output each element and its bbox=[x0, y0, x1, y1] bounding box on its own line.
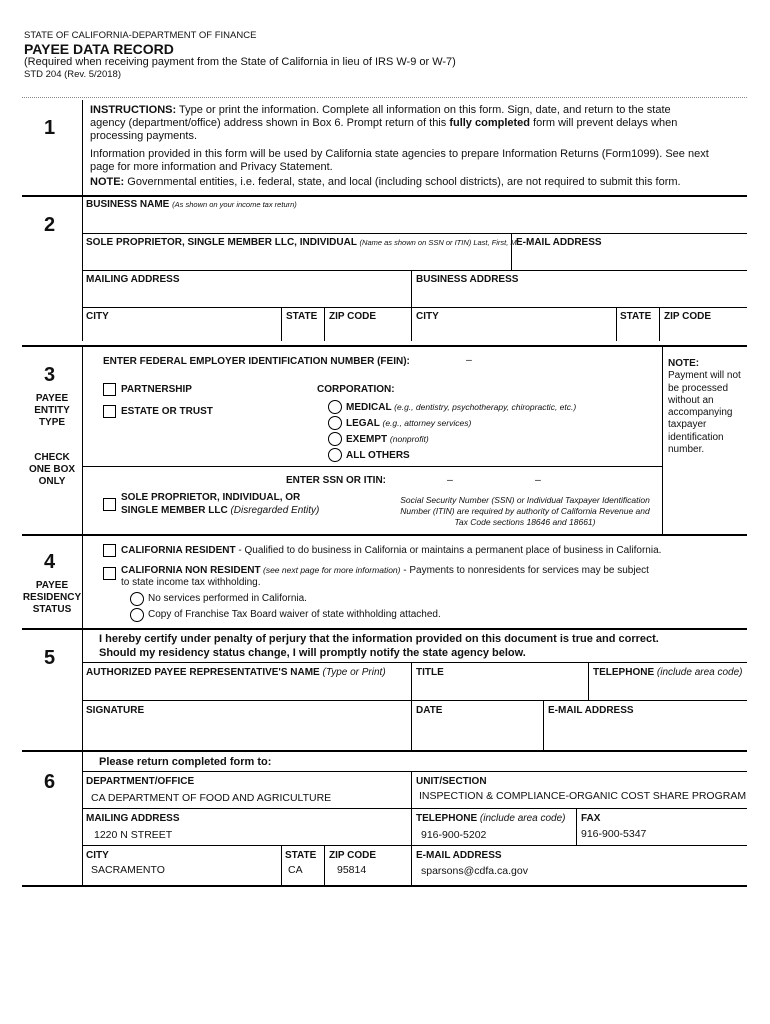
date-email-divider bbox=[543, 700, 544, 750]
section-3-number: 3 bbox=[44, 364, 56, 386]
city-state-divider bbox=[281, 307, 282, 341]
mailing-row-line bbox=[82, 808, 747, 809]
return-city-state-divider bbox=[281, 845, 282, 885]
all-others-radio[interactable] bbox=[328, 448, 342, 462]
section-2-number: 2 bbox=[44, 214, 56, 236]
business-name-label: BUSINESS NAME (As shown on your income tax return) bbox=[86, 199, 297, 210]
estate-trust-checkbox[interactable] bbox=[103, 405, 116, 418]
dept-value: CA DEPARTMENT OF FOOD AND AGRICULTURE bbox=[91, 792, 332, 804]
no-services-label: No services performed in California. bbox=[148, 593, 307, 604]
section-5-number: 5 bbox=[44, 647, 56, 669]
agency-name: STATE OF CALIFORNIA-DEPARTMENT OF FINANCE bbox=[24, 30, 257, 41]
form-number: STD 204 (Rev. 5/2018) bbox=[24, 69, 121, 80]
section-1-number: 1 bbox=[44, 117, 56, 139]
ca-nonresident-text2: to state income tax withholding. bbox=[121, 577, 261, 588]
medical-label: MEDICAL (e.g., dentistry, psychotherapy, chiropractic, etc.) bbox=[346, 402, 577, 413]
legal-label: LEGAL (e.g., attorney services) bbox=[346, 418, 472, 429]
ssn-label: ENTER SSN OR ITIN: bbox=[286, 475, 387, 486]
form-bottom-border bbox=[22, 885, 747, 887]
ssn-row-line bbox=[82, 466, 662, 467]
return-city-label: CITY bbox=[86, 850, 109, 861]
fein-dash: – bbox=[466, 354, 472, 366]
return-email-label: E-MAIL ADDRESS bbox=[416, 850, 502, 861]
date-field[interactable] bbox=[416, 718, 538, 746]
return-mailing-label: MAILING ADDRESS bbox=[86, 813, 180, 824]
row-line-3 bbox=[82, 307, 747, 308]
rep-name-field[interactable] bbox=[86, 680, 406, 698]
ca-nonresident-hint: (see next page for more information) bbox=[260, 565, 401, 575]
return-email-value: sparsons@cdfa.ca.gov bbox=[421, 865, 528, 877]
payee-residency-status-label: PAYEE RESIDENCY STATUS bbox=[22, 580, 82, 615]
exempt-hint: (nonprofit) bbox=[389, 434, 429, 444]
all-others-label: ALL OTHERS bbox=[346, 450, 410, 461]
info-line2: page for more information and Privacy Statement. bbox=[90, 161, 333, 173]
legal-radio[interactable] bbox=[328, 416, 342, 430]
sole-prop-checkbox[interactable] bbox=[103, 498, 116, 511]
section-divider-5-6 bbox=[22, 750, 747, 752]
section-divider-1-2 bbox=[22, 195, 747, 197]
mailing-address-field[interactable] bbox=[86, 287, 406, 305]
signature-field[interactable] bbox=[86, 718, 406, 746]
ssn-note: Social Security Number (SSN) or Individual Taxpayer Identification Number (ITIN) are required by authority of California Revenue and Tax Code sections 18646 and 18661) bbox=[400, 495, 650, 527]
dept-label: DEPARTMENT/OFFICE bbox=[86, 776, 195, 787]
corporation-label: CORPORATION: bbox=[317, 384, 395, 395]
signature-label: SIGNATURE bbox=[86, 705, 145, 716]
rep-telephone-hint: (include area code) bbox=[654, 667, 743, 678]
business-address-field[interactable] bbox=[416, 287, 741, 305]
ca-nonresident-checkbox[interactable] bbox=[103, 567, 116, 580]
sole-prop-entity-hint: (Disregarded Entity) bbox=[230, 505, 320, 516]
section-divider-3-4 bbox=[22, 534, 747, 536]
row-line-1 bbox=[82, 233, 747, 234]
medical-hint: (e.g., dentistry, psychotherapy, chiropractic, etc.) bbox=[394, 402, 577, 412]
section-1-divider bbox=[82, 100, 83, 196]
business-zip-label: ZIP CODE bbox=[664, 311, 712, 322]
section-divider-2-3 bbox=[22, 345, 747, 347]
partnership-label: PARTNERSHIP bbox=[121, 384, 192, 395]
rep-email-label: E-MAIL ADDRESS bbox=[548, 705, 634, 716]
city-label: CITY bbox=[86, 311, 109, 322]
ca-nonresident-label: CALIFORNIA NON RESIDENT (see next page for more information) - Payments to nonresidents for services may be subject bbox=[121, 565, 649, 576]
section-4-divider bbox=[82, 536, 83, 631]
info-line1: Information provided in this form will be used by California state agencies to prepare Information Returns (Form1099). See next bbox=[90, 148, 709, 160]
state-label: STATE bbox=[286, 311, 318, 322]
unit-label: UNIT/SECTION bbox=[416, 776, 487, 787]
instructions-label: INSTRUCTIONS: bbox=[90, 104, 177, 116]
section-2-divider bbox=[82, 196, 83, 341]
unit-value: INSPECTION & COMPLIANCE-ORGANIC COST SHARE PROGRAM bbox=[419, 790, 747, 802]
ca-resident-checkbox[interactable] bbox=[103, 544, 116, 557]
rep-title-field[interactable] bbox=[416, 680, 584, 698]
dept-row-line bbox=[82, 771, 747, 772]
mailing-address-label: MAILING ADDRESS bbox=[86, 274, 180, 285]
business-state-label: STATE bbox=[620, 311, 652, 322]
rep-name-hint: (Type or Print) bbox=[319, 667, 386, 678]
signature-row-line bbox=[82, 700, 747, 701]
note-text: Governmental entities, i.e. federal, state, and local (including school districts), are not required to submit this form. bbox=[127, 176, 681, 188]
section-5-divider bbox=[82, 630, 83, 750]
rep-telephone-divider bbox=[588, 662, 589, 700]
return-telephone-label: TELEPHONE (include area code) bbox=[416, 813, 566, 824]
partnership-checkbox[interactable] bbox=[103, 383, 116, 396]
email-label: E-MAIL ADDRESS bbox=[516, 237, 602, 248]
telephone-fax-divider bbox=[576, 808, 577, 845]
sole-prop-name-field[interactable] bbox=[86, 250, 506, 268]
return-state-label: STATE bbox=[285, 850, 317, 861]
certify-line1: I hereby certify under penalty of perjury that the information provided on this document is true and correct. bbox=[99, 633, 659, 645]
state-zip-divider bbox=[324, 307, 325, 341]
row-line-2 bbox=[82, 270, 747, 271]
ssn-dash-2: – bbox=[535, 474, 541, 486]
instructions-line2a: agency (department/office) address shown in Box 6. Prompt return of this bbox=[90, 117, 450, 129]
return-zip-label: ZIP CODE bbox=[329, 850, 377, 861]
business-address-label: BUSINESS ADDRESS bbox=[416, 274, 519, 285]
payee-entity-type-label: PAYEE ENTITY TYPE bbox=[34, 393, 70, 428]
return-zip-value: 95814 bbox=[337, 864, 367, 876]
entity-note-label: NOTE: bbox=[668, 358, 700, 369]
instructions-line2b: form will prevent delays when bbox=[530, 117, 678, 129]
email-divider bbox=[511, 233, 512, 270]
ssn-dash-1: – bbox=[447, 474, 453, 486]
sole-prop-entity-line2: SINGLE MEMBER LLC (Disregarded Entity) bbox=[121, 505, 320, 516]
section-6-number: 6 bbox=[44, 771, 56, 793]
instructions-line1: Type or print the information. Complete all information on this form. Sign, date, and return to the state bbox=[179, 104, 671, 116]
sole-prop-entity-line1: SOLE PROPRIETOR, INDIVIDUAL, OR bbox=[121, 492, 301, 503]
fax-value: 916-900-5347 bbox=[581, 828, 647, 840]
rep-name-label: AUTHORIZED PAYEE REPRESENTATIVE'S NAME (Type or Print) bbox=[86, 667, 386, 678]
instructions-line3: processing payments. bbox=[90, 130, 197, 142]
ca-resident-text: - Qualified to do business in California or maintains a permanent place of business in California. bbox=[235, 545, 662, 556]
rep-email-field[interactable] bbox=[548, 718, 743, 746]
fax-label: FAX bbox=[581, 813, 601, 824]
ssn-field[interactable] bbox=[396, 472, 656, 488]
header-divider bbox=[22, 97, 747, 98]
section-4-number: 4 bbox=[44, 551, 56, 573]
rep-title-divider bbox=[411, 662, 412, 750]
return-city-row-line bbox=[82, 845, 747, 846]
address-divider bbox=[411, 270, 412, 341]
waiver-radio[interactable] bbox=[130, 608, 144, 622]
form-title: PAYEE DATA RECORD bbox=[24, 41, 174, 57]
return-city-value: SACRAMENTO bbox=[91, 864, 165, 876]
email-field[interactable] bbox=[516, 250, 741, 268]
rep-telephone-label: TELEPHONE (include area code) bbox=[593, 667, 743, 678]
date-label: DATE bbox=[416, 705, 443, 716]
ca-resident-label: CALIFORNIA RESIDENT - Qualified to do business in California or maintains a permanent place of business in California. bbox=[121, 545, 662, 556]
business-name-field[interactable] bbox=[86, 212, 741, 232]
rep-telephone-field[interactable] bbox=[593, 680, 743, 698]
return-state-zip-divider bbox=[324, 845, 325, 885]
sole-prop-name-hint: (Name as shown on SSN or ITIN) Last, First, MI bbox=[359, 238, 519, 247]
business-city-state-divider bbox=[616, 307, 617, 341]
medical-radio[interactable] bbox=[328, 400, 342, 414]
rep-title-label: TITLE bbox=[416, 667, 444, 678]
ca-nonresident-text: - Payments to nonresidents for services may be subject bbox=[400, 565, 649, 576]
estate-trust-label: ESTATE OR TRUST bbox=[121, 406, 213, 417]
exempt-label: EXEMPT (nonprofit) bbox=[346, 434, 429, 445]
entity-note: NOTE: Payment will not be processed without an accompanying taxpayer identification number. bbox=[668, 358, 741, 456]
waiver-label: Copy of Franchise Tax Board waiver of state withholding attached. bbox=[148, 609, 441, 620]
section-3-divider bbox=[82, 347, 83, 534]
fein-label: ENTER FEDERAL EMPLOYER IDENTIFICATION NUMBER (FEIN): bbox=[103, 356, 410, 367]
business-state-zip-divider bbox=[659, 307, 660, 341]
business-name-hint: (As shown on your income tax return) bbox=[172, 200, 297, 209]
return-telephone-value: 916-900-5202 bbox=[421, 829, 487, 841]
form-subtitle: (Required when receiving payment from the State of California in lieu of IRS W-9 or W-7) bbox=[24, 56, 456, 68]
exempt-radio[interactable] bbox=[328, 432, 342, 446]
return-mailing-value: 1220 N STREET bbox=[94, 829, 173, 841]
rep-row-line bbox=[82, 662, 747, 663]
sole-prop-name-label: SOLE PROPRIETOR, SINGLE MEMBER LLC, INDIVIDUAL (Name as shown on SSN or ITIN) Last, First, MI bbox=[86, 237, 519, 248]
note-label: NOTE: bbox=[90, 176, 125, 188]
instructions bbox=[90, 104, 709, 189]
business-city-label: CITY bbox=[416, 311, 439, 322]
legal-hint: (e.g., attorney services) bbox=[382, 418, 472, 428]
section-divider-4-5 bbox=[22, 628, 747, 630]
return-label: Please return completed form to: bbox=[99, 756, 272, 768]
dept-unit-divider bbox=[411, 771, 412, 885]
check-one-box-label: CHECK ONE BOX ONLY bbox=[28, 452, 76, 487]
return-state-value: CA bbox=[288, 864, 303, 876]
zip-label: ZIP CODE bbox=[329, 311, 377, 322]
fein-field[interactable] bbox=[420, 352, 650, 368]
return-telephone-hint: (include area code) bbox=[477, 813, 566, 824]
no-services-radio[interactable] bbox=[130, 592, 144, 606]
certify-line2: Should my residency status change, I will promptly notify the state agency below. bbox=[99, 647, 526, 659]
instructions-bold: fully completed bbox=[449, 117, 530, 129]
